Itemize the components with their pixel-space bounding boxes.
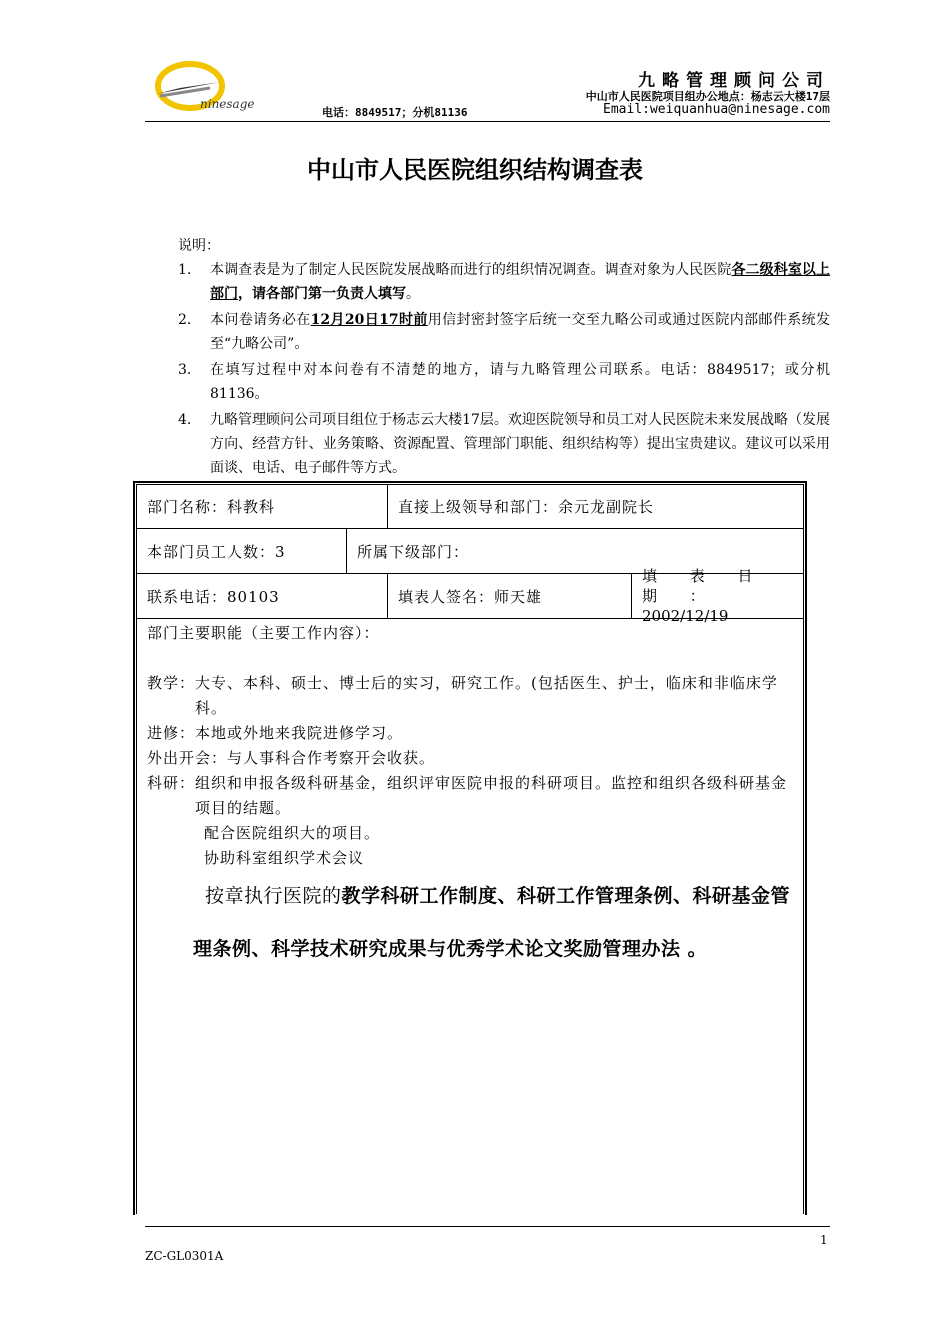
regulations-prefix: 按章执行医院的 [205,885,342,907]
duty-item: 科研： 组织和申报各级科研基金，组织评审医院申报的科研项目。监控和组织各级科研基金项目的结题。 [147,774,788,817]
signer-field[interactable]: 填表人签名：师天雄 [398,587,543,606]
date-value: 2002/12/19 [642,607,729,625]
duties-label: 部门主要职能（主要工作内容）： [147,624,380,642]
footer-divider [145,1226,830,1227]
survey-form [133,481,807,1215]
note-item: 1. 本调查表是为了制定人民医院发展战略而进行的组织情况调查。调查对象为人民医院各二级科室以上部门，请各部门第一负责人填写。 [178,262,831,302]
duty-item: 教学： 大专、本科、硕士、博士后的实习，研究工作。(包括医生、护士，临床和非临床学科。 [147,674,778,717]
duty-item: 外出开会： 与人事科合作考察开会收获。 [147,749,436,767]
header-email: Email:weiquanhua@ninesage.com [603,102,830,117]
regulations-text [193,870,795,976]
note-item: 4. 九略管理顾问公司项目组位于杨志云大楼17层。欢迎医院领导和员工对人民医院未来发展战略（发展方向、经营方针、业务策略、资源配置、管理部门职能、组织结构等）提出宝贵建议。建议可以采用面谈、电话、电子邮件等方式。 [178,412,830,476]
staff-count-field[interactable]: 本部门员工人数：3 [147,542,286,561]
regulations-list: 教学科研工作制度、科研工作管理条例、科研基金管理条例、科学技术研究成果与优秀学术论文奖励管理办法 。 [193,885,791,960]
document-code: ZC-GL0301A [145,1249,224,1263]
duty-extra: 配合医院组织大的项目。 [204,824,381,842]
logo-text: ninesage [200,97,255,111]
note-item: 2. 本问卷请务必在12月20日17时前用信封密封签字后统一交至九略公司或通过医院内部邮件系统发至“九略公司”。 [178,312,831,352]
contact-phone-field[interactable]: 联系电话：80103 [147,587,280,606]
dept-name-field[interactable]: 部门名称：科教科 [147,498,276,516]
form-row-dept [137,485,803,529]
form-row-contact [137,567,803,625]
company-name: 九略管理顾问公司 [638,71,830,91]
header-divider [145,121,830,122]
office-address: 中山市人民医院项目组办公地点：杨志云大楼17层 [585,90,830,103]
notes-list [178,258,830,482]
superior-field[interactable]: 直接上级领导和部门：余元龙副院长 [398,498,655,516]
date-field[interactable] [632,567,803,625]
document-title: 中山市人民医院组织结构调查表 [307,156,643,184]
page-number: 1 [820,1233,828,1247]
date-label: 填 表 日 期 ： [642,567,767,605]
company-logo [150,58,265,122]
note-item: 3. 在填写过程中对本问卷有不清楚的地方，请与九略管理公司联系。电话：8849517；或分机81136。 [178,362,830,402]
header-phone: 电话：8849517；分机81136 [322,106,468,119]
duty-item: 进修： 本地或外地来我院进修学习。 [147,724,404,742]
duties-section[interactable] [147,621,795,871]
duty-extra: 协助科室组织学术会议 [204,849,365,867]
subordinate-field[interactable]: 所属下级部门： [357,542,470,561]
notes-label: 说明： [178,238,220,254]
